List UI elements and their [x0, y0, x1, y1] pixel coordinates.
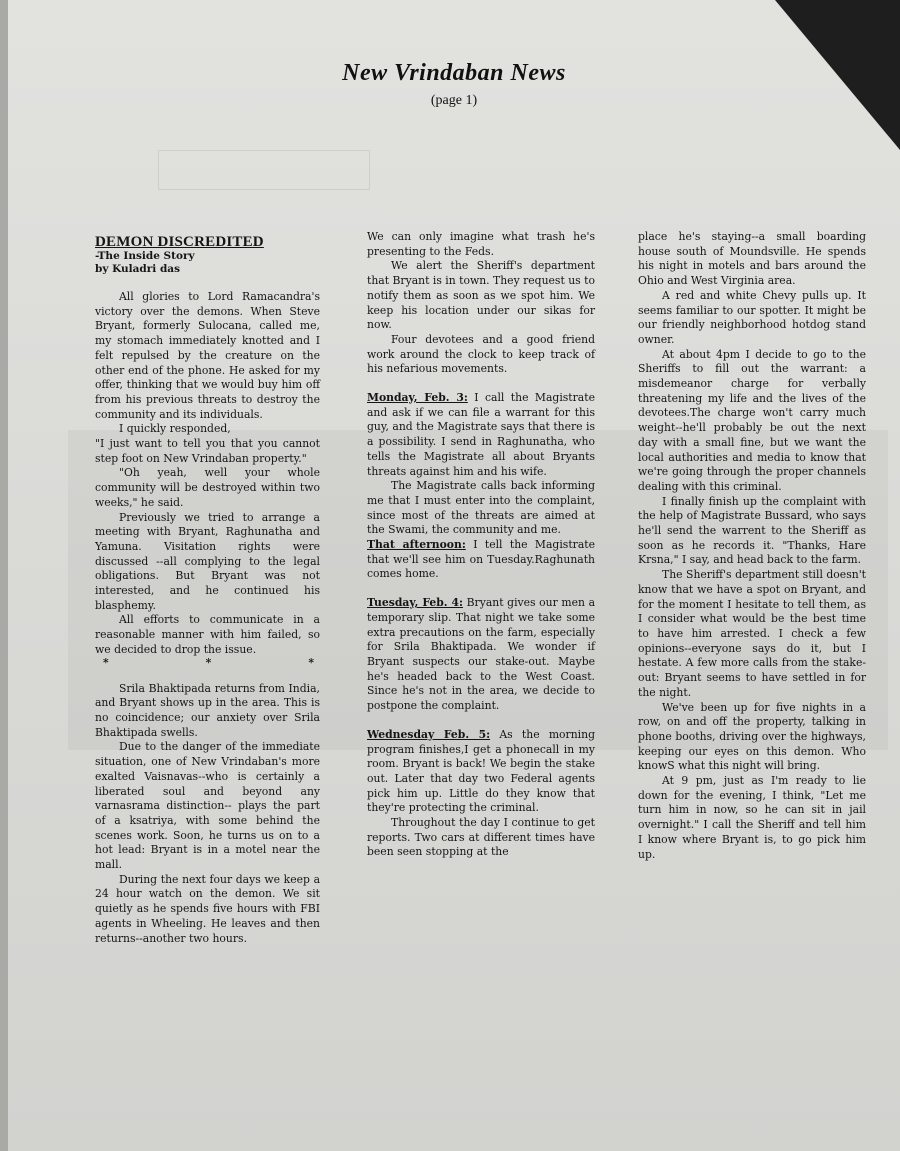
paragraph: I call the Magistrate and ask if we can file a warrant for this guy, and the Magistrate says that there is a possibility. I send in Raghunatha, who tells the Magistrate all about Bryants threats against him and his wife.	[367, 391, 595, 478]
article-headline: DEMON DISCREDITED	[95, 234, 264, 250]
separator-mark: *	[103, 655, 109, 669]
article-column-3	[638, 230, 866, 862]
paragraph: The Magistrate calls back informing me that I must enter into the complaint, since most of the threats are aimed at the Swami, the community and me.	[367, 479, 595, 537]
article-byline: by Kuladri das	[95, 263, 180, 275]
separator-mark: *	[205, 655, 212, 669]
date-heading-monday: Monday, Feb. 3:	[367, 391, 468, 405]
paragraph: The Sheriff's department still doesn't know that we have a spot on Bryant, and for the moment I hesitate to tell them, as I consider what would be the best time to have him arrested. I check a few opinions--everyone says do it, but I hestate. A few more calls from the stake-out: Bryant seems to have settled in for the night.	[638, 568, 866, 699]
monday-entry	[367, 391, 595, 479]
paragraph: Four devotees and a good friend work around the clock to keep track of his nefarious movements.	[367, 332, 595, 376]
afternoon-entry	[367, 538, 595, 582]
article-column-2	[367, 230, 595, 860]
paragraph: All glories to Lord Ramacandra's victory over the demons. When Steve Bryant, formerly Sulocana, called me, my stomach immediately knotted and I felt repulsed by the creature on the other end of the phone. He asked for my offer, thinking that we would buy him off from his previous threats to destroy the community and its individuals.	[95, 290, 320, 421]
section-separator	[95, 655, 320, 672]
date-heading-wednesday: Wednesday Feb. 5:	[367, 727, 491, 741]
paragraph: I quickly responded,	[119, 422, 231, 436]
paragraph: At 9 pm, just as I'm ready to lie down for the evening, I think, "Let me turn him in now, so he can sit in jail overnight." I call the Sheriff and tell him I know where Bryant is, to go pick him up.	[638, 774, 866, 861]
wednesday-entry	[367, 728, 595, 816]
separator-mark: *	[308, 655, 314, 669]
paragraph: As the morning program finishes,I get a phonecall in my room. Bryant is back! We begin the stake out. Later that day two Federal agents pick him up. Little do they know that they're protecting the criminal.	[367, 727, 595, 815]
tuesday-entry	[367, 596, 595, 714]
paragraph: place he's staying--a small boarding house south of Moundsville. He spends his night in motels and bars around the Ohio and West Virginia area.	[638, 230, 866, 288]
paragraph: I finally finish up the complaint with the help of Magistrate Bussard, who says he'll send the warrent to the Sheriff as soon as he records it. "Thanks, Hare Krsna," I say, and head back to the farm.	[638, 494, 866, 567]
article-column-1	[95, 234, 320, 946]
page-number: (page 1)	[430, 93, 478, 108]
paragraph: Bryant gives our men a temporary slip. That night we take some extra precautions on the farm, especially for Srila Bhaktipada. We wonder if Bryant suspects our stake-out. Maybe he's headed back to the West Coast. Since he's not in the area, we decide to postpone the complaint.	[367, 596, 596, 713]
paragraph: A red and white Chevy pulls up. It seems familiar to our spotter. It might be our friendly neighborhood hotdog stand owner.	[638, 288, 866, 346]
paragraph: All efforts to communicate in a reasonable manner with him failed, so we decided to drop the issue.	[95, 613, 320, 656]
paragraph: I tell the Magistrate that we'll see him on Tuesday.Raghunath comes home.	[367, 538, 595, 581]
date-heading-afternoon: That afternoon:	[367, 538, 466, 552]
paragraph: Throughout the day I continue to get reports. Two cars at different times have been seen stopping at the	[367, 816, 595, 859]
article-subhead: -The Inside Story	[95, 250, 195, 262]
paragraph: "Oh yeah, well your whole community will be destroyed within two weeks," he said.	[95, 466, 320, 509]
paragraph: Srila Bhaktipada returns from India, and Bryant shows up in the area. This is no coincidence; our anxiety over Srila Bhaktipada swells.	[95, 681, 320, 739]
bleed-through-box	[158, 150, 370, 190]
newspaper-title: New Vrindaban News	[342, 60, 566, 86]
paragraph: We've been up for five nights in a row, on and off the property, talking in phone booths, driving over the highways, keeping our eyes on this demon. Who knowS what this night will bring.	[638, 700, 866, 773]
paragraph: We can only imagine what trash he's presenting to the Feds.	[367, 230, 595, 258]
paragraph: Previously we tried to arrange a meeting with Bryant, Raghunatha and Yamuna. Visitation rights were discussed --all complying to the legal obligations. But Bryant was not interested, and he continued his blasphemy.	[95, 510, 320, 612]
paragraph: We alert the Sheriff's department that Bryant is in town. They request us to notify them as soon as we spot him. We keep his location under our sikas for now.	[367, 259, 595, 332]
date-heading-tuesday: Tuesday, Feb. 4:	[367, 596, 464, 610]
paragraph: During the next four days we keep a 24 hour watch on the demon. We sit quietly as he spends five hours with FBI agents in Wheeling. He leaves and then returns--another two hours.	[95, 872, 320, 945]
paragraph: At about 4pm I decide to go to the Sheriffs to fill out the warrant: a misdemeanor charge for verbally threatening my life and the lives of the devotees.The charge won't carry much weight--he'll probably be out the next day with a small fine, but we want the local authorities and media to know that we're going through the proper channels dealing with this criminal.	[638, 347, 866, 493]
paragraph: "I just want to tell you that you cannot step foot on New Vrindaban property."	[95, 437, 320, 465]
paragraph: Due to the danger of the immediate situation, one of New Vrindaban's more exalted Vaisnavas--who is certainly a liberated soul and beyond any varnasrama distinction-- plays the part of a ksatriya, with some behind the scenes work. Soon, he turns us on to a hot lead: Bryant is in a motel near the mall.	[95, 740, 320, 872]
masthead	[8, 60, 900, 109]
newspaper-page	[8, 0, 900, 1151]
